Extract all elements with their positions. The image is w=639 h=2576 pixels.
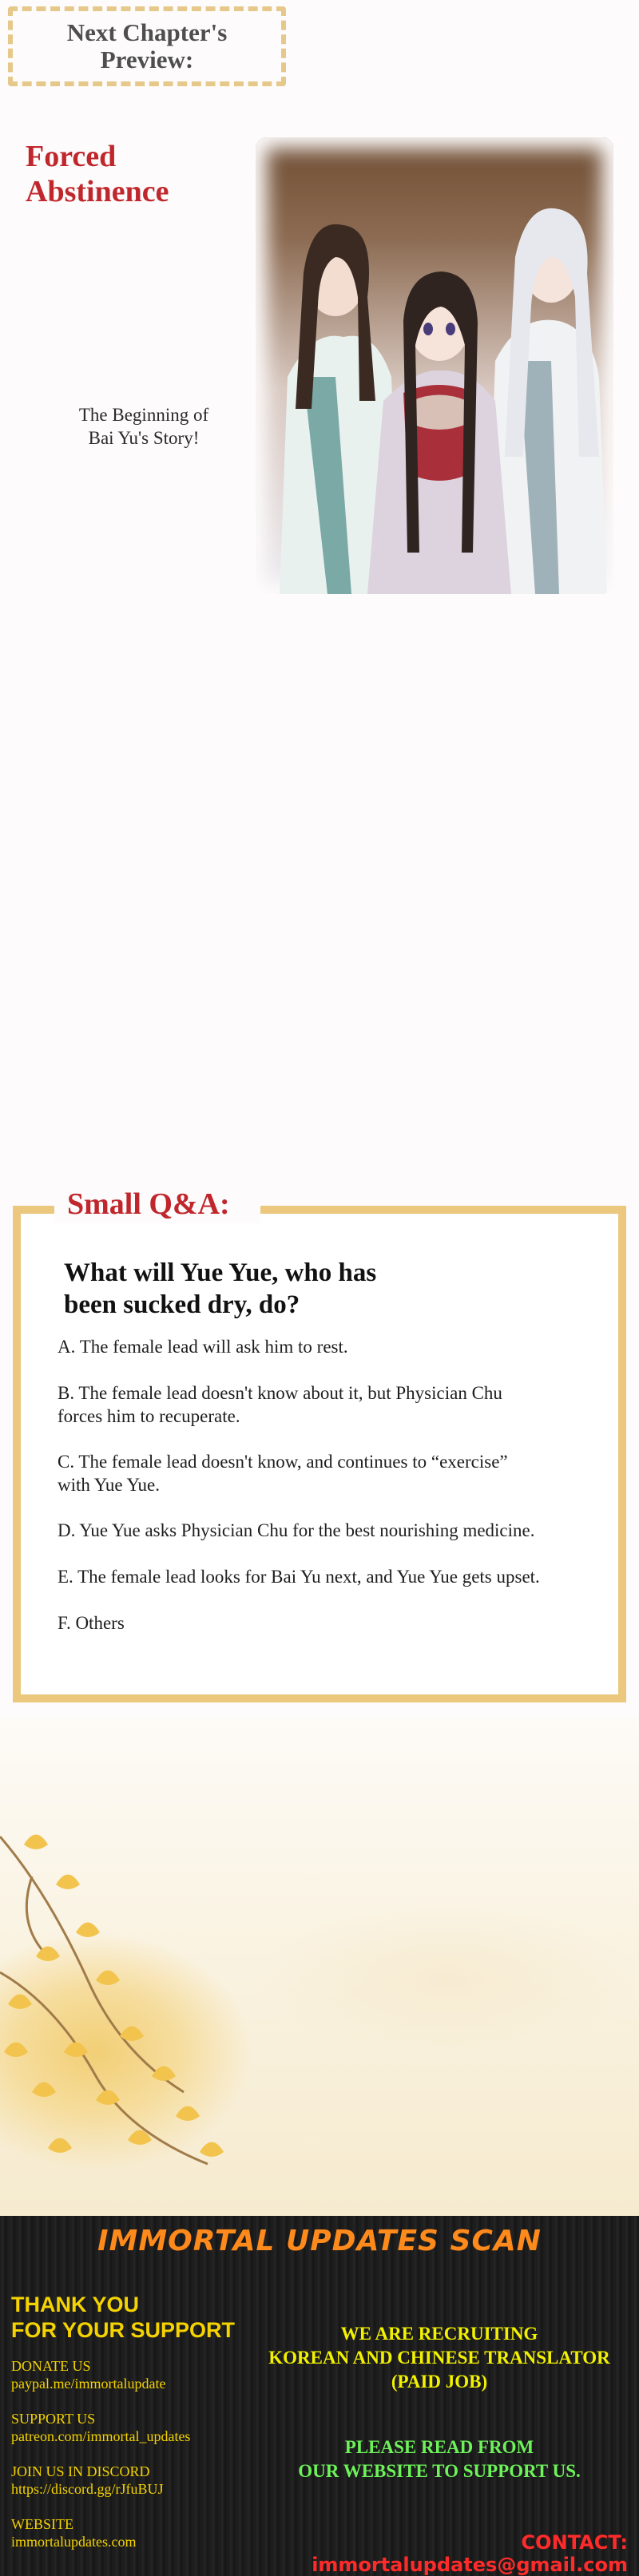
website-label: WEBSITE [11, 2516, 73, 2532]
qa-heading: Small Q&A: [67, 1187, 230, 1221]
read-website-notice: PLEASE READ FROM OUR WEBSITE TO SUPPORT US. [298, 2437, 581, 2481]
contact-email[interactable]: CONTACT: immortalupdates@gmail.com [312, 2531, 628, 2576]
support-link[interactable]: patreon.com/immortal_updates [11, 2428, 191, 2444]
ginkgo-leaves-art [0, 1717, 639, 2216]
discord-label: JOIN US IN DISCORD [11, 2463, 150, 2479]
qa-option-d: D. Yue Yue asks Physician Chu for the best nourishing medicine. [58, 1520, 535, 1540]
qa-option-f: F. Others [58, 1613, 125, 1633]
chapter-subtitle: The Beginning of Bai Yu's Story! [78, 405, 209, 448]
character-illustration [256, 137, 613, 594]
scan-group-name: IMMORTAL UPDATES SCAN [97, 2225, 542, 2257]
donate-link[interactable]: paypal.me/immortalupdate [11, 2376, 166, 2392]
donate-label: DONATE US [11, 2358, 91, 2374]
discord-link[interactable]: https://discord.gg/rJfuBUJ [11, 2481, 164, 2497]
ginkgo-leaf-cluster [4, 1835, 224, 2158]
qa-option-a: A. The female lead will ask him to rest. [58, 1337, 348, 1357]
preview-heading: Next Chapter's Preview: [66, 18, 228, 73]
support-label: SUPPORT US [11, 2411, 96, 2427]
credits-footer [0, 2216, 639, 2576]
qa-option-c: C. The female lead doesn't know, and continues to “exercise” with Yue Yue. [58, 1452, 508, 1495]
qa-option-e: E. The female lead looks for Bai Yu next, and Yue Yue gets upset. [58, 1567, 540, 1587]
recruiting-notice: WE ARE RECRUITING KOREAN AND CHINESE TRANSLATOR (PAID JOB) [268, 2324, 610, 2392]
ginkgo-background [0, 1717, 639, 2216]
chapter-title: Forced Abstinence [26, 140, 169, 208]
qa-question: What will Yue Yue, who has been sucked dry, do? [64, 1258, 377, 1319]
characters-artwork [256, 137, 613, 594]
thanks-message: THANK YOU FOR YOUR SUPPORT [11, 2293, 236, 2342]
preview-heading-box [8, 6, 286, 86]
qa-option-b: B. The female lead doesn't know about it, but Physician Chu forces him to recuperate. [58, 1383, 502, 1426]
center-character-figure [367, 271, 511, 594]
website-link[interactable]: immortalupdates.com [11, 2534, 137, 2550]
